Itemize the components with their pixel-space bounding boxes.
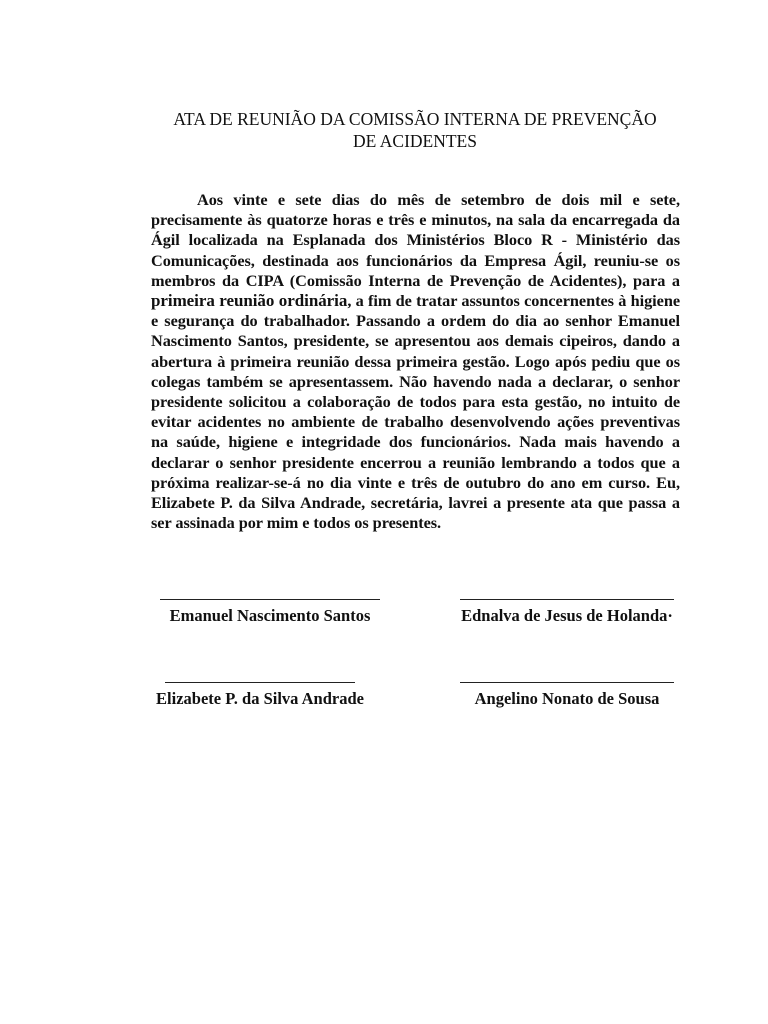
signature-line	[460, 599, 674, 600]
signature-block-1	[157, 599, 383, 626]
body-text-part-2: , a fim de tratar assuntos concernentes à higiene e segurança do trabalhador. Passando a ordem do dia ao senhor Emanuel Nascimento Santos, presidente, se apresentou aos demais cipeiros, dando a abertura à primeira reunião dessa primeira gestão. Logo após pediu que os colegas também se apresentassem. Não havendo nada a declarar, o senhor presidente solicitou a colaboração de todos para esta gestão, no intuito de evitar acidentes no ambiente de trabalho desenvolvendo ações preventivas na saúde, higiene e integridade dos funcionários. Nada mais havendo a declarar o senhor presidente encerrou a reunião lembrando a todos que a próxima realizar-se-á no dia vinte e três de outubro do ano em curso. Eu, Elizabete P. da Silva Andrade, secretária, lavrei a presente ata que passa a ser assinada por mim e todos os presentes.	[151, 291, 681, 533]
signatory-name: Angelino Nonato de Sousa	[474, 689, 660, 708]
signature-block-2	[456, 599, 678, 626]
signatory-name: Elizabete P. da Silva Andrade	[156, 689, 364, 708]
body-emphasis: primeira reunião ordinária	[151, 291, 348, 311]
signature-block-3	[150, 682, 370, 709]
document-title	[150, 108, 680, 152]
signature-line	[165, 682, 355, 683]
title-line-2: DE ACIDENTES	[353, 131, 477, 151]
signatory-name: Emanuel Nascimento Santos	[169, 606, 371, 625]
body-text-part-1: Aos vinte e sete dias do mês de setembro de dois mil e sete, precisamente às quatorze horas e três e minutos, na sala da encarregada da Ágil localizada na Esplanada dos Ministérios Bloco R - Ministério das Comunicações, destinada aos funcionários da Empresa Ágil, reuniu-se os membros da CIPA (Comissão Interna de Prevenção de Acidentes), para a	[151, 190, 680, 290]
signatory-name: Ednalva de Jesus de Holanda·	[461, 606, 673, 625]
signature-block-4	[456, 682, 678, 709]
signature-line	[460, 682, 674, 683]
title-line-1: ATA DE REUNIÃO DA COMISSÃO INTERNA DE PREVENÇÃO	[173, 109, 657, 129]
minutes-body	[151, 190, 680, 533]
signature-line	[160, 599, 380, 600]
